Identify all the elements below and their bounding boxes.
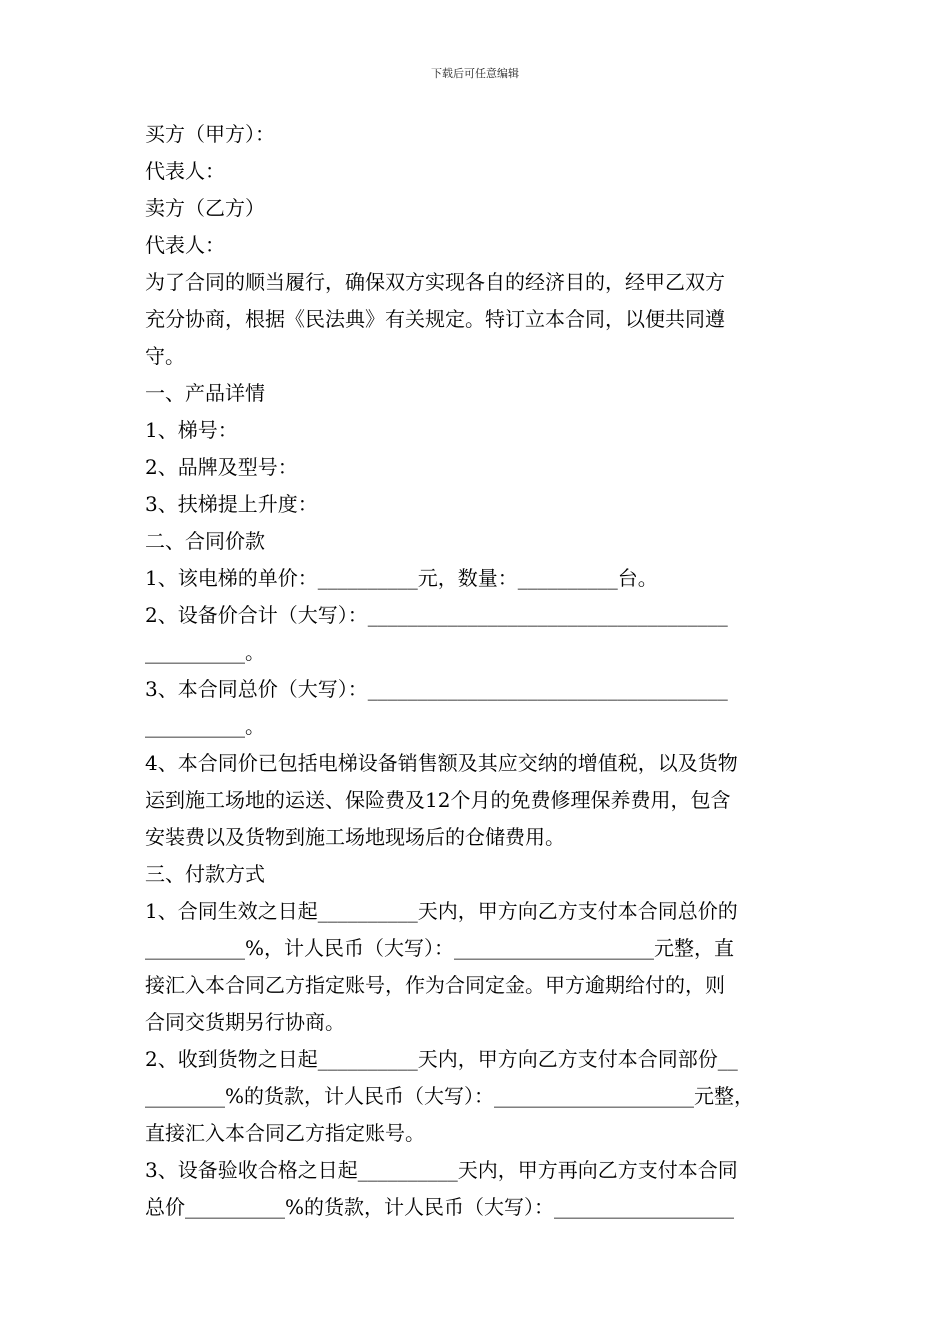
clause-line: __________%，计人民币（大写）：____________________元整，直 [145,936,735,960]
clause-line: 2、品牌及型号： [145,455,298,479]
seller-line: 卖方（乙方） [145,196,265,220]
clause-line: 3、设备验收合格之日起__________天内，甲方再向乙方支付本合同 [145,1158,738,1182]
clause-line: 1、梯号： [145,418,238,442]
buyer-representative-line: 代表人： [145,159,225,183]
clause-line: ________%的货款，计人民币（大写）：____________________元整， [145,1084,755,1108]
section-heading-product: 一、产品详情 [145,381,265,405]
clause-line: 安装费以及货物到施工场地现场后的仓储费用。 [145,825,565,849]
clause-line: __________。 [145,640,265,664]
section-heading-price: 二、合同价款 [145,529,265,553]
contract-body [145,116,810,1226]
clause-line: 2、收到货物之日起__________天内，甲方向乙方支付本合同部份__ [145,1047,738,1071]
section-heading-payment: 三、付款方式 [145,862,265,886]
clause-line: 1、合同生效之日起__________天内，甲方向乙方支付本合同总价的 [145,899,738,923]
clause-line: 3、本合同总价（大写）：____________________________________ [145,677,728,701]
clause-line: 总价__________%的货款，计人民币（大写）：__________________ [145,1195,735,1219]
preamble-line: 为了合同的顺当履行，确保双方实现各自的经济目的，经甲乙双方 [145,270,725,294]
clause-line: 直接汇入本合同乙方指定账号。 [145,1121,425,1145]
clause-line: 运到施工场地的运送、保险费及12个月的免费修理保养费用，包含 [145,788,731,812]
preamble-line: 守。 [145,344,185,368]
seller-representative-line: 代表人： [145,233,225,257]
buyer-line: 买方（甲方）： [145,122,275,146]
clause-line: 合同交货期另行协商。 [145,1010,345,1034]
preamble-line: 充分协商，根据《民法典》有关规定。特订立本合同，以便共同遵 [145,307,725,331]
clause-line: 2、设备价合计（大写）：____________________________________ [145,603,728,627]
clause-line: 3、扶梯提上升度： [145,492,318,516]
clause-line: 接汇入本合同乙方指定账号，作为合同定金。甲方逾期给付的，则 [145,973,725,997]
clause-line: 1、该电梯的单价：__________元，数量：__________台。 [145,566,658,590]
page-header: 下载后可任意编辑 [431,67,519,80]
clause-line: 4、本合同价已包括电梯设备销售额及其应交纳的增值税，以及货物 [145,751,738,775]
clause-line: __________。 [145,714,265,738]
